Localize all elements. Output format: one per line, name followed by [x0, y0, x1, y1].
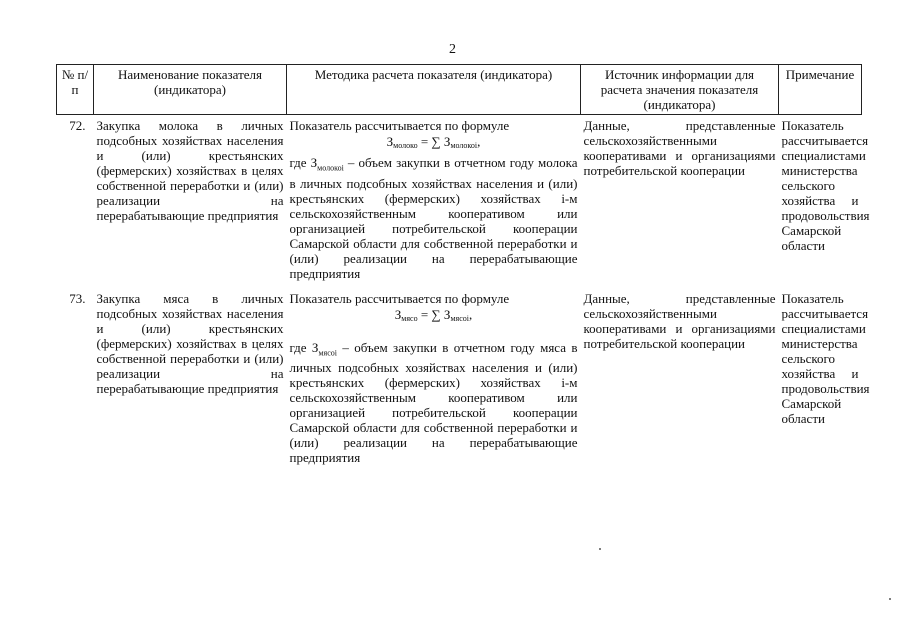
header-note: Примечание: [779, 65, 862, 115]
header-method: Методика расчета показателя (индикатора): [287, 65, 581, 115]
indicator-name: Закупка мяса в личных подсобных хозяйствах населения и (или) крестьянских (фермерских) хозяйствах в целях собственной переработки и (или) реализации на перерабатывающие предприятия: [96, 290, 284, 396]
table-row: [57, 282, 862, 467]
formula: $З_{мясо}$ = ∑ $З_{мясоi}$,: [394, 306, 473, 323]
source-cell: Данные, представленные сельскохозяйственными кооперативами и организациями потребительской кооперации: [583, 290, 776, 351]
indicator-table: [56, 64, 870, 466]
scan-speck: [889, 598, 891, 600]
row-number: 72.: [69, 118, 86, 133]
indicator-name: Закупка молока в личных подсобных хозяйствах населения и (или) крестьянских (фермерских) хозяйствах в целях собственной переработки и (или) реализации на перерабатывающие предприятия: [96, 118, 284, 223]
header-name: Наименование показателя (индикатора): [94, 65, 287, 115]
header-source: Источник информации для расчета значения показателя (индикатора): [581, 65, 779, 115]
method-intro: Показатель рассчитывается по формуле: [289, 118, 510, 133]
method-cell: [287, 282, 581, 467]
method-description: где $З_{молокоi}$ – объем закупки в отчетном году молока в личных подсобных хозяйствах населения и (или) крестьянских (фермерских) хозяйствах i-м сельскохозяйственным кооперативом или организацией потребительской кооперации Самарской области для собственной переработки и (или) реализации на перерабатывающие предприятия: [289, 155, 578, 281]
header-number: № п/п: [57, 65, 94, 115]
method-cell: [287, 115, 581, 282]
table-header-row: [57, 65, 862, 115]
table-row: [57, 115, 862, 282]
page-number: 2: [449, 42, 456, 57]
scan-speck: [599, 548, 601, 550]
note-cell: Показатель рассчитывается специалистами министерства сельского хозяйства и продовольствия Самарской области: [781, 290, 870, 426]
formula: $З_{молоко}$ = ∑ $З_{молокоi}$,: [386, 134, 481, 150]
note-cell: Показатель рассчитывается специалистами министерства сельского хозяйства и продовольствия Самарской области: [781, 118, 870, 253]
method-description: где $З_{мясоi}$ – объем закупки в отчетном году мяса в личных подсобных хозяйствах населения и (или) крестьянских (фермерских) хозяйствах i-м сельскохозяйственным кооперативом или организацией потребительской кооперации Самарской области для собственной переработки и (или) реализации на перерабатывающие предприятия: [289, 339, 578, 466]
row-number: 73.: [69, 290, 86, 306]
source-cell: Данные, представленные сельскохозяйственными кооперативами и организациями потребительской кооперации: [583, 118, 776, 178]
method-intro: Показатель рассчитывается по формуле: [289, 290, 510, 306]
